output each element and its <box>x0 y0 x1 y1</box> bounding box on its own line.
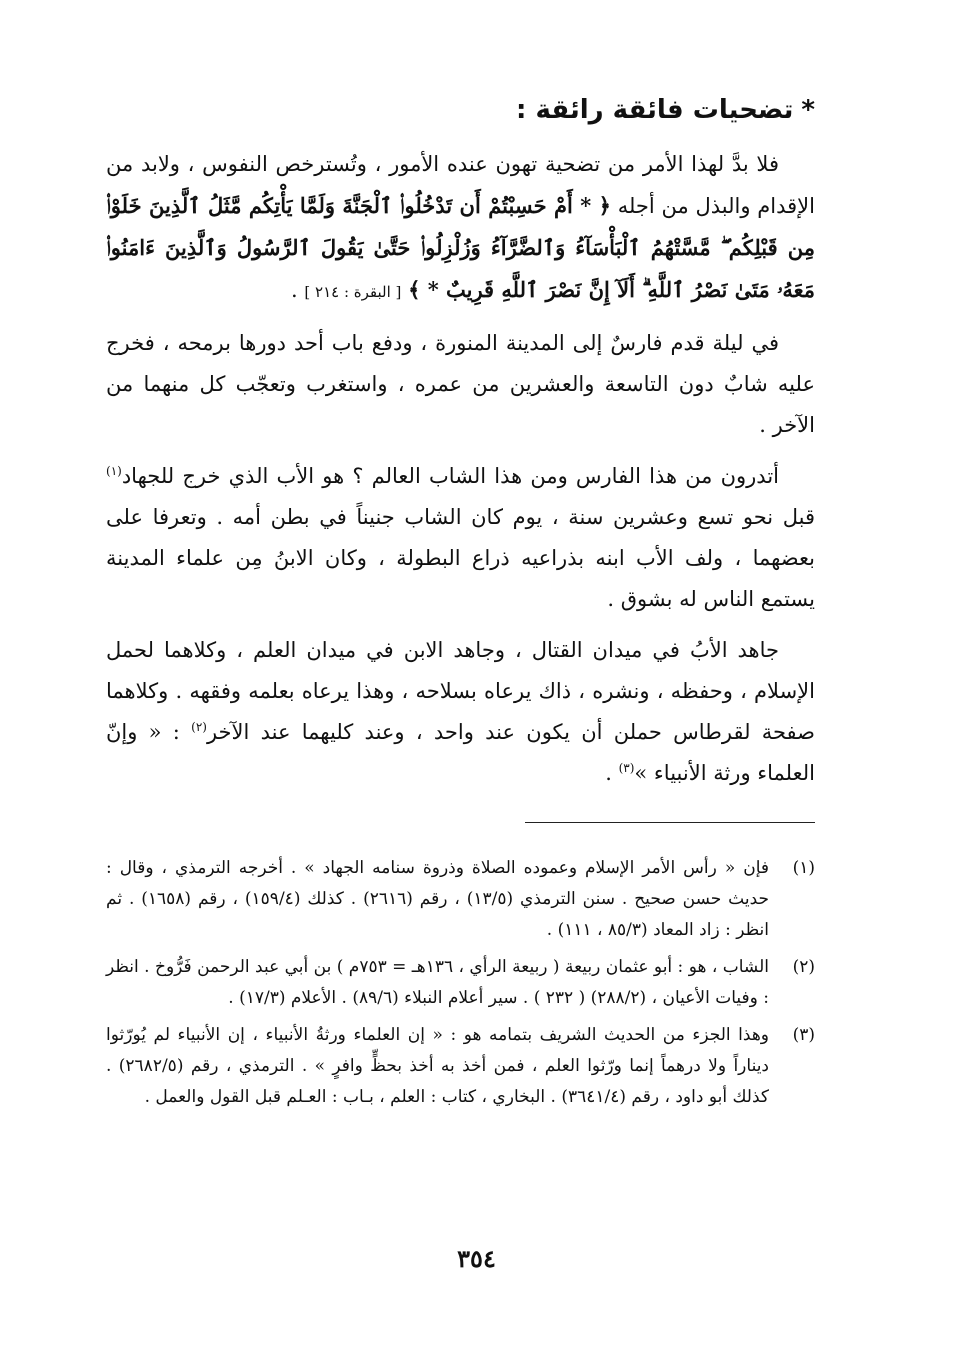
heading-title: تضحيات فائقة رائقة : <box>516 95 794 125</box>
paragraph-4-quote: : « وإنّ العلماء ورثة الأنبياء » <box>106 720 815 785</box>
paragraph-3-part-a: أتدرون من هذا الفارس ومن هذا الشاب العالم ؟ هو الأب الذي خرج للجهاد <box>121 464 779 488</box>
paragraph-4 <box>106 630 815 794</box>
heading-star: * <box>801 95 815 125</box>
paragraph-4-part-a: جاهد الأبُ في ميدان القتال ، وجاهد الابن في ميدان العلم ، وكلاهما لحمل الإسلام ، وحفظه ، ونشره ، ذاك يرعاه بسلاحه ، وهذا يرعاه بعلمه وفقهه . وكلاهما صفحة لقرطاس حملن أن يكون عند واحد ، وعند كليهما عند الآخر <box>106 638 815 744</box>
footnote-item <box>106 952 815 1014</box>
quran-verse: ﴿ * أَمْ حَسِبْتُمْ أَن تَدْخُلُوا۟ ٱلْجَنَّةَ وَلَمَّا يَأْتِكُم مَّثَلُ ٱلَّذِينَ خَلَوْا۟ مِن قَبْلِكُم ۖ مَّسَّتْهُمُ ٱلْبَأْسَآءُ وَٱلضَّرَّآءُ وَزُلْزِلُوا۟ حَتَّىٰ يَقُولَ ٱلرَّسُولُ وَٱلَّذِينَ ءَامَنُوا۟ مَعَهُۥ مَتَىٰ نَصْرُ ٱللَّهِ ۗ أَلَآ إِنَّ نَصْرَ ٱللَّهِ قَرِيبٌ * ﴾ <box>106 193 815 302</box>
page-number: ٣٥٤ <box>457 1244 496 1273</box>
footnote-item <box>106 1020 815 1113</box>
verse-reference: [ البقرة : ٢١٤ ] <box>304 283 402 301</box>
footnote-marker-3[interactable]: (٣) <box>618 761 635 775</box>
footnotes-list <box>106 853 815 1113</box>
paragraph-3 <box>106 456 815 620</box>
footnote-marker-1[interactable]: (١) <box>106 464 122 478</box>
footnote-text: الشاب ، هو : أبو عثمان ربيعة ( ربيعة الرأي ، ١٣٦هـ = ٧٥٣م ) بن أبي عبد الرحمن فَرُّوخ . انظر : وفيات الأعيان ، (٢٨٨/٢) ( ٢٣٢ ) . سير أعلام النبلاء (٨٩/٦) . الأعلام (١٧/٣) . <box>105 957 769 1008</box>
footnote-number: (١) <box>792 858 815 878</box>
footnote-divider <box>525 822 815 823</box>
footnote-number: (٢) <box>792 957 815 977</box>
paragraph-1-intro: فلا بدَّ لهذا الأمر من تضحية تهون عنده الأمور ، وتُسترخص النفوس ، ولابد من الإقدام والبذل من أجله <box>106 152 815 218</box>
footnote-item <box>106 853 815 946</box>
paragraph-3-part-b: قبل نحو تسع وعشرين سنة ، يوم كان الشاب جنيناً في بطن أمه . وتعرفا على بعضهما ، ولف الأب ابنه بذراعيه ذراع البطولة ، وكان الابنُ مِن علماء المدينة يستمع الناس له بشوق . <box>106 505 815 611</box>
paragraph-2 <box>106 323 815 446</box>
footnote-number: (٣) <box>792 1025 815 1045</box>
footnote-marker-2[interactable]: (٢) <box>191 720 207 734</box>
footnote-text: فإن « رأس الأمر الإسلام وعموده الصلاة وذروة سنامه الجهاد » . أخرجه الترمذي ، وقال : حديث حسن صحيح . سنن الترمذي (١٣/٥) ، رقم (٢٦١٦) . كذلك (١٥٩/٤) ، رقم (١٦٥٨) . ثم انظر : زاد المعاد (٨٥/٣ ، ١١١) . <box>106 858 770 940</box>
section-heading <box>106 90 815 130</box>
paragraph-4-end: . <box>605 761 612 785</box>
paragraph-2-text: في ليلة قدم فارسٌ إلى المدينة المنورة ، ودفع باب أحد دورها برمحه ، فخرج عليه شابٌ دون التاسعة والعشرين من عمره ، واستغرب وتعجّب كل منهما من الآخر . <box>106 331 815 437</box>
paragraph-1-end: . <box>291 278 298 302</box>
paragraph-1 <box>106 144 815 313</box>
footnote-text: وهذا الجزء من الحديث الشريف بتمامه هو : « إن العلماء ورثةُ الأنبياء ، إن الأنبياء لم يُورّثوا ديناراً ولا درهماً إنما ورّثوا العلم ، فمن أخذ به أخذ بحظٍّ وافرٍ » . الترمذي ، رقم (٢٦٨٢/٥) . كذلك أبو داود ، رقم (٣٦٤١/٤) . البخاري ، كتاب : العلم ، بـاب : العـلم قبل القول والعمل . <box>106 1025 769 1107</box>
